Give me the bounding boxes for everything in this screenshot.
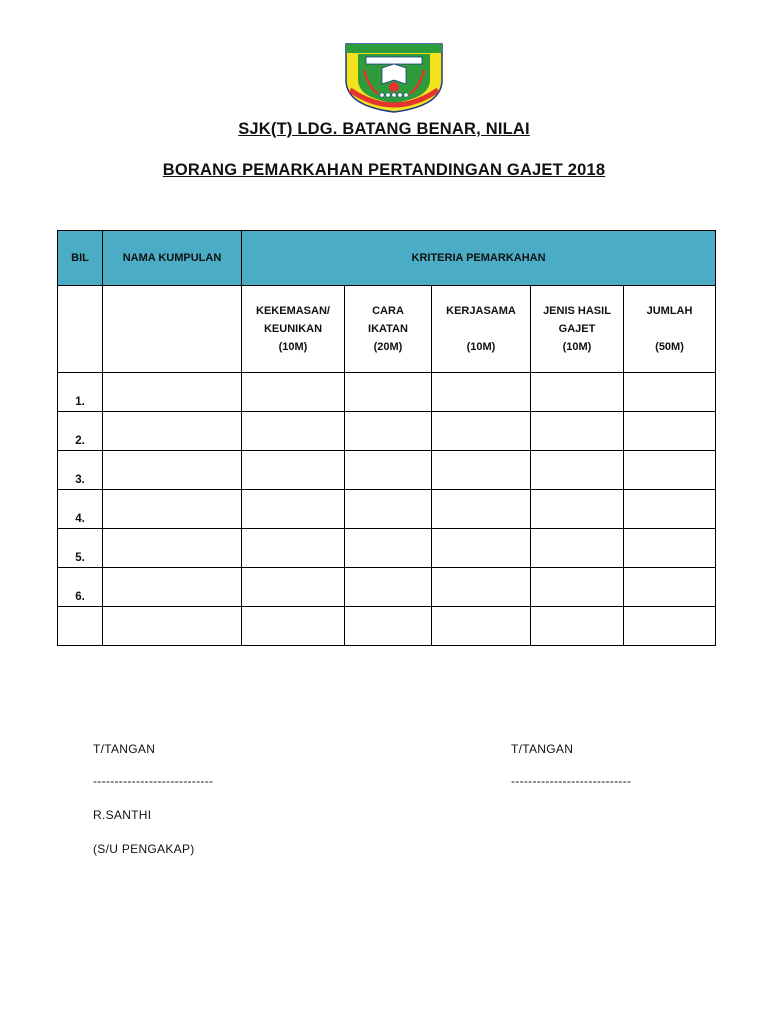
score-cell[interactable] bbox=[242, 490, 345, 529]
total-cell[interactable] bbox=[624, 568, 716, 607]
score-cell[interactable] bbox=[531, 607, 624, 646]
table-row bbox=[58, 568, 716, 607]
left-signature-line: ---------------------------- bbox=[93, 774, 214, 788]
criterion-kekemasan: KEKEMASAN/ KEUNIKAN (10M) bbox=[242, 286, 345, 373]
header-nama-kumpulan: NAMA KUMPULAN bbox=[103, 231, 242, 286]
score-cell[interactable] bbox=[432, 451, 531, 490]
row-number: 1. bbox=[58, 373, 103, 412]
score-cell[interactable] bbox=[242, 529, 345, 568]
total-cell[interactable] bbox=[624, 490, 716, 529]
left-signatory-name: R.SANTHI bbox=[93, 808, 152, 822]
criteria-row bbox=[58, 286, 716, 373]
total-cell[interactable] bbox=[624, 529, 716, 568]
score-cell[interactable] bbox=[242, 451, 345, 490]
header-kriteria: KRITERIA PEMARKAHAN bbox=[242, 231, 716, 286]
score-cell[interactable] bbox=[531, 373, 624, 412]
scoring-table bbox=[57, 230, 716, 646]
table-row bbox=[58, 412, 716, 451]
score-cell[interactable] bbox=[345, 607, 432, 646]
criterion-jenis-hasil: JENIS HASIL GAJET (10M) bbox=[531, 286, 624, 373]
row-number bbox=[58, 607, 103, 646]
blank-cell bbox=[58, 286, 103, 373]
score-cell[interactable] bbox=[531, 451, 624, 490]
criterion-kerjasama: KERJASAMA (10M) bbox=[432, 286, 531, 373]
score-cell[interactable] bbox=[242, 373, 345, 412]
total-cell[interactable] bbox=[624, 451, 716, 490]
score-cell[interactable] bbox=[531, 568, 624, 607]
criterion-cara-ikatan: CARA IKATAN (20M) bbox=[345, 286, 432, 373]
score-cell[interactable] bbox=[531, 490, 624, 529]
score-cell[interactable] bbox=[242, 568, 345, 607]
row-number: 2. bbox=[58, 412, 103, 451]
total-cell[interactable] bbox=[624, 607, 716, 646]
blank-cell bbox=[103, 286, 242, 373]
score-cell[interactable] bbox=[345, 451, 432, 490]
group-name-cell[interactable] bbox=[103, 373, 242, 412]
table-row bbox=[58, 607, 716, 646]
score-cell[interactable] bbox=[242, 607, 345, 646]
table-row bbox=[58, 529, 716, 568]
left-signatory-role: (S/U PENGAKAP) bbox=[93, 842, 195, 856]
score-cell[interactable] bbox=[531, 412, 624, 451]
score-cell[interactable] bbox=[345, 373, 432, 412]
score-cell[interactable] bbox=[345, 568, 432, 607]
score-cell[interactable] bbox=[432, 607, 531, 646]
left-signature-label: T/TANGAN bbox=[93, 742, 156, 756]
row-number: 3. bbox=[58, 451, 103, 490]
group-name-cell[interactable] bbox=[103, 412, 242, 451]
total-cell[interactable] bbox=[624, 373, 716, 412]
table-row bbox=[58, 451, 716, 490]
school-logo bbox=[338, 40, 450, 114]
score-cell[interactable] bbox=[432, 490, 531, 529]
score-cell[interactable] bbox=[432, 412, 531, 451]
group-name-cell[interactable] bbox=[103, 451, 242, 490]
group-name-cell[interactable] bbox=[103, 490, 242, 529]
score-cell[interactable] bbox=[432, 373, 531, 412]
table-row bbox=[58, 373, 716, 412]
score-cell[interactable] bbox=[345, 490, 432, 529]
score-cell[interactable] bbox=[345, 529, 432, 568]
right-signature-line: ---------------------------- bbox=[511, 774, 632, 788]
score-cell[interactable] bbox=[345, 412, 432, 451]
score-cell[interactable] bbox=[432, 529, 531, 568]
criterion-jumlah: JUMLAH (50M) bbox=[624, 286, 716, 373]
row-number: 4. bbox=[58, 490, 103, 529]
row-number: 5. bbox=[58, 529, 103, 568]
table-row bbox=[58, 490, 716, 529]
row-number: 6. bbox=[58, 568, 103, 607]
header-bil: BIL bbox=[58, 231, 103, 286]
school-crest-icon bbox=[338, 40, 450, 114]
right-signature-label: T/TANGAN bbox=[511, 742, 574, 756]
group-name-cell[interactable] bbox=[103, 607, 242, 646]
group-name-cell[interactable] bbox=[103, 529, 242, 568]
score-cell[interactable] bbox=[531, 529, 624, 568]
score-cell[interactable] bbox=[432, 568, 531, 607]
total-cell[interactable] bbox=[624, 412, 716, 451]
school-name: SJK(T) LDG. BATANG BENAR, NILAI bbox=[238, 120, 530, 138]
form-title: BORANG PEMARKAHAN PERTANDINGAN GAJET 2018 bbox=[162, 161, 606, 179]
score-cell[interactable] bbox=[242, 412, 345, 451]
table-header-row bbox=[58, 231, 716, 286]
group-name-cell[interactable] bbox=[103, 568, 242, 607]
